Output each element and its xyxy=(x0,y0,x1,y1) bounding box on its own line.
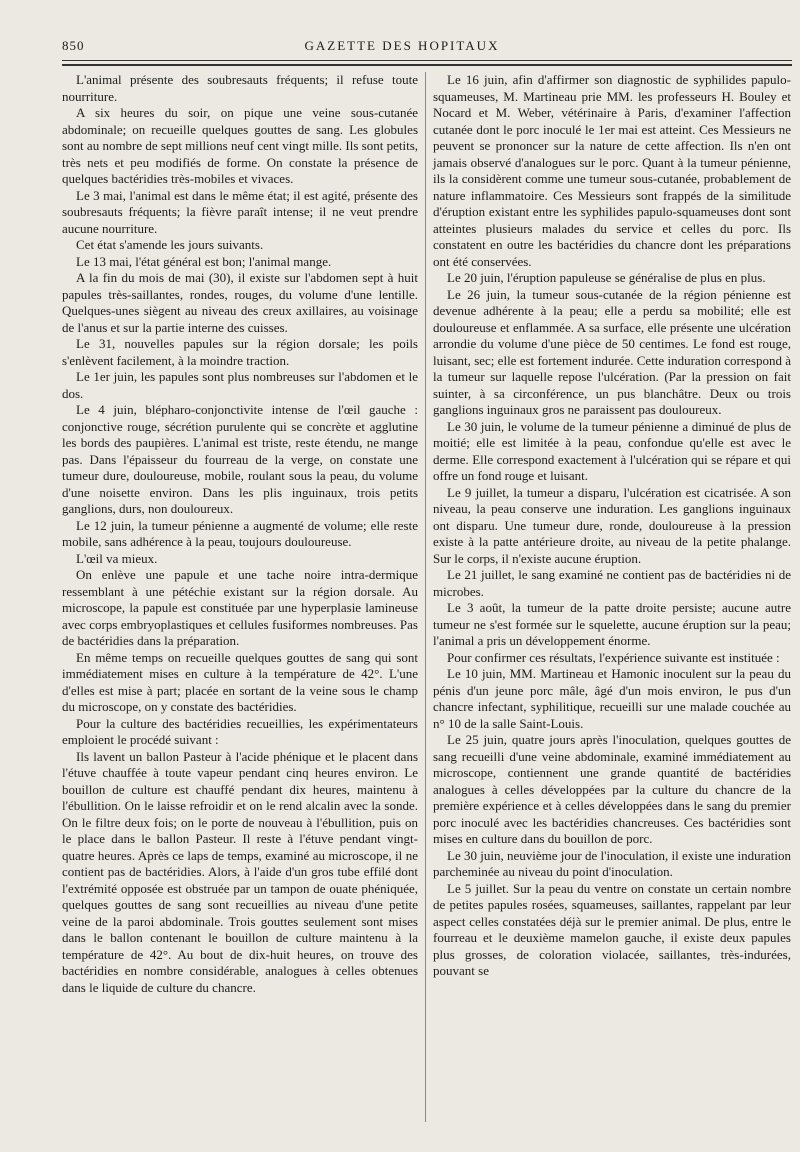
paragraph: Ils lavent un ballon Pasteur à l'acide phénique et le placent dans l'étuve chauffée à toute vapeur pendant cinq heures environ. Le bouillon de culture est chauffé pendant dix heures, maintenu à l'ébullition. On le laisse refroidir et on le rend alcalin avec la sonde. On le filtre deux fois; on le porte de nouveau à l'ébullition, puis on le place dans le ballon Pasteur. Il reste à l'étuve pendant vingt-quatre heures. Après ce laps de temps, examiné au microscope, il ne contient pas de bactéridies. Alors, à l'aide d'un gros tube effilé dont l'extrémité opposée est obstruée par un tampon de ouate phéniquée, quelques gouttes de sang sont recueillies au niveau d'une petite veine de la paroi abdominale. Trois gouttes seulement sont mises dans le ballon contenant le bouillon de culture maintenu à la température de 42°. Au bout de dix-huit heures, on trouve des bactéridies en nombre considérable, analogues à celles obtenues dans le liquide de culture du chancre. xyxy=(62,748,418,995)
page-header xyxy=(62,38,742,58)
paragraph: L'animal présente des soubresauts fréquents; il refuse toute nourriture. xyxy=(62,72,418,104)
page-number: 850 xyxy=(62,38,85,53)
column-divider xyxy=(425,72,426,1122)
paragraph: A six heures du soir, on pique une veine sous-cutanée abdominale; on recueille quelques gouttes de sang. Les globules sont au nombre de sept millions neuf cent vingt mille. Ils sont petits, très nets et peu modifiés de forme. On constate la présence de quelques bactéridies très-mobiles et vivaces. xyxy=(62,105,419,186)
paragraph: Le 16 juin, afin d'affirmer son diagnostic de syphilides papulo-squameuses, M. Martineau prie MM. les professeurs H. Bouley et Nocard et M. Weber, vétérinaire à Paris, d'examiner l'affection cutanée dont le porc inoculé le 1er mai est atteint. Ces Messieurs ne peuvent se prononcer sur la nature de cette affection. Ils n'en ont jamais observé d'analogues sur le porc. Quant à la tumeur pénienne, ils la considèrent comme une tumeur sous-cutanée, probablement de nature inflammatoire. Ces Messieurs sont frappés de la similitude d'éruption existant entre les syphilides papulo-squameuses dont sont atteintes plusieurs malades du service et celles du porc. Ils constatent en outre les bactéridies du chancre dont les préparations ont été conservées. xyxy=(433,72,791,269)
paragraph: Le 20 juin, l'éruption papuleuse se généralise de plus en plus. xyxy=(447,270,766,285)
paragraph: Pour confirmer ces résultats, l'expérience suivante est instituée : xyxy=(447,649,780,665)
left-column xyxy=(62,72,418,996)
paragraph: Le 3 mai, l'animal est dans le même état; il est agité, présente des soubresauts fréquents; la fièvre paraît intense; il ne veut prendre aucune nourriture. xyxy=(62,187,418,236)
paragraph: Le 30 juin, le volume de la tumeur pénienne a diminué de plus de moitié; elle est limitée à la peau, confondue qu'elle est avec le derme. Elle correspond exactement à l'ulcération qui se répare et qui offre un fond rouge et luisant. xyxy=(433,418,791,483)
paragraph: Cet état s'amende les jours suivants. xyxy=(76,237,264,252)
paragraph: Pour la culture des bactéridies recueillies, les expérimentateurs emploient le procédé suivant : xyxy=(62,715,418,747)
paragraph: Le 10 juin, MM. Martineau et Hamonic inoculent sur la peau du pénis d'un jeune porc mâle, âgé d'un mois environ, le pus d'un chancre infectant, syphilitique, recueilli sur une malade couchée au n° 10 de la salle Saint-Louis. xyxy=(433,666,791,731)
paragraph: L'œil va mieux. xyxy=(76,550,158,566)
paragraph: Le 9 juillet, la tumeur a disparu, l'ulcération est cicatrisée. A son niveau, la peau conserve une induration. Les ganglions inguinaux ont disparu. Une tumeur dure, ronde, douloureuse à la pression existe à la patte antérieure droite, au niveau de la petite phalange. Sur le corps, il n'existe aucune éruption. xyxy=(433,484,791,566)
paragraph: A la fin du mois de mai (30), il existe sur l'abdomen sept à huit papules très-saillantes, rondes, rouges, du volume d'une lentille. Quelques-unes siègent au niveau des creux axillaires, au voisinage de l'anus et sur la partie interne des cuisses. xyxy=(62,270,418,335)
paragraph: On enlève une papule et une tache noire intra-dermique ressemblant à une pétéchie existant sur la région dorsale. Au microscope, la papule est constituée par une hyperplasie lamineuse avec corps embryoplastiques et cellules fusiformes nombreuses. Pas de bactéridies dans la préparation. xyxy=(62,567,418,648)
header-rule-thin xyxy=(62,60,792,61)
paragraph: Le 5 juillet. Sur la peau du ventre on constate un certain nombre de petites papules rosées, squameuses, saillantes, rappelant par leur aspect celles constatées déjà sur le premier animal. De plus, entre le fourreau et le deuxième mamelon gauche, il existe deux papules plus grosses, de coloration violacée, saillantes, très-indurées, pouvant se xyxy=(433,880,791,978)
paragraph: Le 30 juin, neuvième jour de l'inoculation, il existe une induration parcheminée au niveau du point d'inoculation. xyxy=(433,847,791,879)
paragraph: Le 12 juin, la tumeur pénienne a augmenté de volume; elle reste mobile, sans adhérence à la peau, toujours douloureuse. xyxy=(62,517,418,549)
header-rule-thick xyxy=(62,64,792,66)
paragraph: Le 25 juin, quatre jours après l'inoculation, quelques gouttes de sang recueilli d'une veine abdominale, examiné immédiatement au microscope, contiennent une grande quantité de bactéridies analogues à celles développées par la culture du chancre de la première expérience et à celles développées dans le sang du premier porc inoculé avec les bactéridies chancreuses. Ces bactéridies sont mises en culture dans du bouillon de porc. xyxy=(433,732,791,846)
paragraph: Le 4 juin, blépharo-conjonctivite intense de l'œil gauche : conjonctive rouge, sécrétion purulente qui se concrète et agglutine les bords des paupières. L'animal est triste, reste étendu, ne mange pas. Dans l'épaisseur du fourreau de la verge, on constate une tumeur dure, douloureuse, mobile, roulant sous la peau, du volume d'une noisette environ. Dans les plis inguinaux, trois petits ganglions, durs, non douloureux. xyxy=(62,402,418,516)
right-column xyxy=(433,72,791,980)
journal-title: GAZETTE DES HOPITAUX xyxy=(304,38,500,53)
paragraph: Le 21 juillet, le sang examiné ne contient pas de bactéridies ni de microbes. xyxy=(433,567,791,599)
paragraph: Le 26 juin, la tumeur sous-cutanée de la région pénienne est devenue adhérente à la peau; elle a perdu sa mobilité; elle est douloureuse et enflammée. A sa surface, elle présente une ulcération arrondie du volume d'une pièce de 50 centimes. Le fond est rouge, luisant, sec; elle est fortement indurée. Cette induration correspond à la tumeur sur laquelle repose l'ulcération. (Par la pression on fait suinter, à sa circonférence, un pus blanchâtre. Deux ou trois ganglions inguinaux gros ne paraissent pas douloureux. xyxy=(433,286,791,417)
paragraph: Le 31, nouvelles papules sur la région dorsale; les poils s'enlèvent facilement, à la moindre traction. xyxy=(62,336,418,368)
paragraph: En même temps on recueille quelques gouttes de sang qui sont immédiatement mises en culture à la température de 42°. L'une d'elles est mise à part; placée en sortant de la veine sous le champ du microscope, on y constate des bactéridies. xyxy=(62,649,418,714)
paragraph: Le 1er juin, les papules sont plus nombreuses sur l'abdomen et le dos. xyxy=(62,369,418,401)
paragraph: Le 3 août, la tumeur de la patte droite persiste; aucune autre tumeur ne s'est formée sur le squelette, aucune éruption sur la peau; l'animal a pris un développement énorme. xyxy=(433,600,791,648)
paragraph: Le 13 mai, l'état général est bon; l'animal mange. xyxy=(76,253,332,269)
